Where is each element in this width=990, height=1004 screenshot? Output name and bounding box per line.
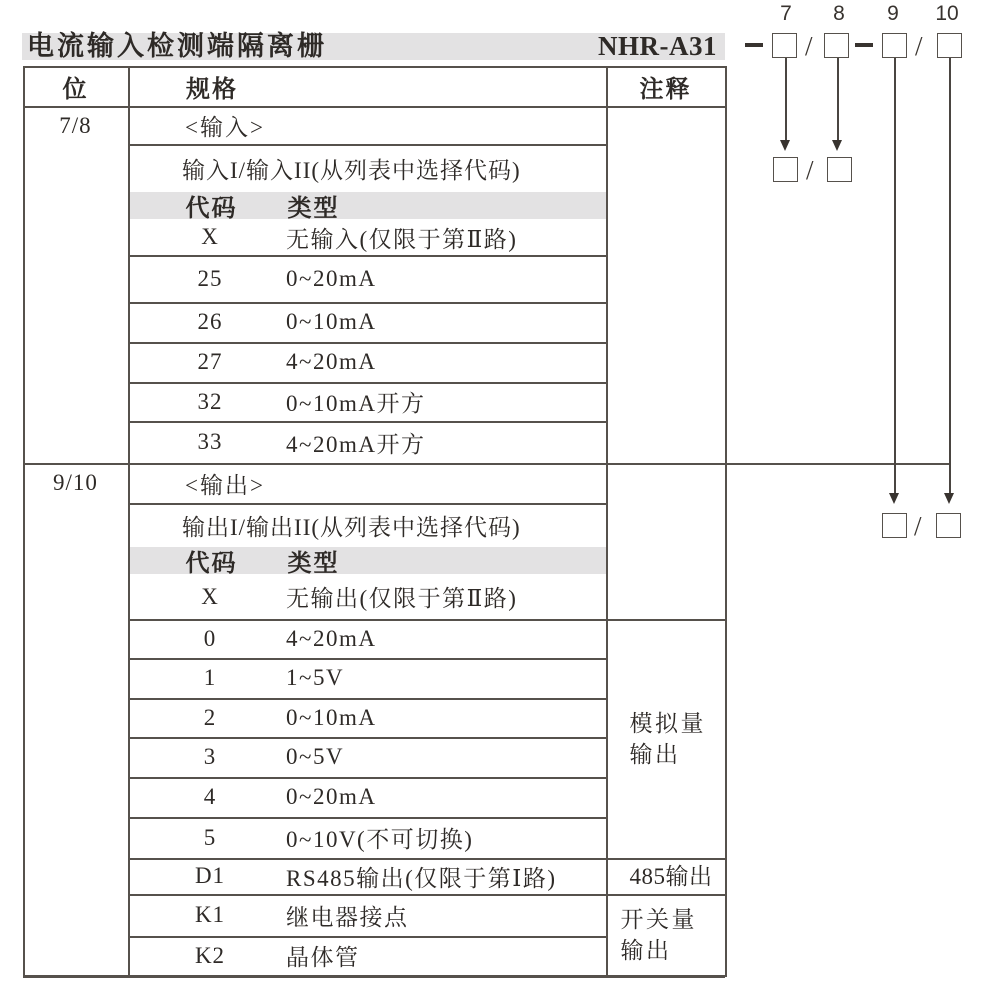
table-row <box>128 777 606 817</box>
row-code: 25 <box>197 265 223 291</box>
row-type: 0~20mA <box>286 265 377 291</box>
column-header-note <box>606 66 725 106</box>
type-column-label: 类型 <box>287 551 340 577</box>
dash-separator <box>745 43 763 47</box>
page-title: 电流输入检测端隔离栅 <box>27 31 327 61</box>
table-border-bottom <box>23 975 725 978</box>
arrowhead-9 <box>889 493 899 504</box>
row-code: X <box>201 583 219 609</box>
dash-separator <box>855 43 873 47</box>
row-code: 1 <box>203 665 217 690</box>
digit-label-9: 9 <box>887 2 899 25</box>
connector-line-10 <box>949 58 951 494</box>
title-bar <box>22 33 725 60</box>
type-column-label: 类型 <box>287 196 340 222</box>
slash-separator: / <box>915 31 923 61</box>
row-type: RS485输出(仅限于第Ⅰ路) <box>286 865 557 891</box>
table-row <box>128 698 606 737</box>
row-type: 0~10mA <box>286 309 377 334</box>
input-code-type-header <box>130 192 606 222</box>
input-code-box-2 <box>827 157 852 182</box>
row-code: 4 <box>203 784 217 809</box>
arrowhead-7 <box>780 140 790 151</box>
row-code: K1 <box>194 902 226 927</box>
row-code: 5 <box>203 824 217 850</box>
output-group-header-row <box>128 463 606 503</box>
order-code-box-9 <box>882 33 907 58</box>
code-column-label: 代码 <box>185 196 238 222</box>
row-code: 3 <box>203 744 217 769</box>
table-row <box>128 574 606 619</box>
order-code-box-8 <box>824 33 849 58</box>
row-type: 4~20mA <box>286 349 377 374</box>
row-type: 4~20mA <box>286 625 377 651</box>
table-row <box>128 619 606 658</box>
note-line: 模拟量 <box>629 711 706 736</box>
row-type: 0~5V <box>286 744 345 769</box>
row-type: 0~20mA <box>286 784 377 809</box>
input-subheader-row <box>128 144 606 192</box>
table-row <box>128 658 606 698</box>
note-line: 开关量 <box>620 907 697 932</box>
column-header-spec-label: 规格 <box>186 76 238 103</box>
connector-line-9 <box>894 58 896 494</box>
table-border-left <box>23 66 25 977</box>
table-row <box>128 894 606 936</box>
table-row <box>128 858 606 894</box>
row-code: X <box>201 224 219 249</box>
table-row <box>128 255 606 302</box>
table-row <box>128 342 606 382</box>
row-code: K2 <box>194 942 226 968</box>
order-code-box-7 <box>772 33 797 58</box>
column-header-note-label: 注释 <box>639 76 692 103</box>
input-subheader: 输入I/输入II(从列表中选择代码) <box>182 157 521 183</box>
note-analog-output <box>608 620 725 858</box>
connector-line-8 <box>837 58 839 141</box>
table-row <box>128 936 606 975</box>
digit-label-7: 7 <box>780 2 792 25</box>
row-code: 27 <box>197 349 223 374</box>
pos-cell-910: 9/10 <box>53 470 98 495</box>
table-border-right <box>725 66 727 977</box>
input-code-box-1 <box>773 157 798 182</box>
slash-separator: / <box>914 511 922 541</box>
row-code: 33 <box>197 429 223 454</box>
digit-label-10: 10 <box>935 2 959 25</box>
note-485-output <box>608 858 725 894</box>
row-type: 4~20mA开方 <box>286 431 426 457</box>
output-code-box-1 <box>882 513 907 538</box>
table-row <box>128 219 606 255</box>
note-line: 输出 <box>620 938 672 963</box>
row-type: 继电器接点 <box>286 904 409 930</box>
row-code: 26 <box>197 309 223 334</box>
row-code: 2 <box>203 704 217 730</box>
row-code: 32 <box>197 388 223 414</box>
output-code-type-header <box>130 547 606 577</box>
row-type: 无输入(仅限于第Ⅱ路) <box>286 226 518 252</box>
note-line: 485输出 <box>629 863 713 889</box>
row-type: 1~5V <box>286 665 345 690</box>
column-header-spec <box>186 66 238 106</box>
code-column-label: 代码 <box>185 551 238 577</box>
output-subheader: 输出I/输出II(从列表中选择代码) <box>182 514 521 540</box>
row-type: 0~10mA <box>286 704 377 730</box>
row-type: 无输出(仅限于第Ⅱ路) <box>286 586 518 611</box>
row-code: 0 <box>203 625 217 651</box>
digit-label-8: 8 <box>833 2 845 25</box>
order-code-box-10 <box>937 33 962 58</box>
row-type: 晶体管 <box>286 945 360 970</box>
pos-cell-78: 7/8 <box>59 112 92 138</box>
input-group-header: <输入> <box>185 114 265 140</box>
row-type: 0~10V(不可切换) <box>286 827 474 852</box>
connector-line-7 <box>785 58 787 141</box>
table-row <box>128 737 606 777</box>
output-subheader-row <box>128 503 606 547</box>
table-row <box>128 302 606 342</box>
model-number: NHR-A31 <box>598 31 717 61</box>
arrowhead-10 <box>944 493 954 504</box>
input-group-header-row <box>128 106 606 144</box>
note-line: 输出 <box>629 742 681 767</box>
table-row <box>128 421 606 463</box>
row-type: 0~10mA开方 <box>286 391 426 416</box>
table-row <box>128 382 606 421</box>
slash-separator: / <box>806 155 814 185</box>
table-row <box>128 817 606 858</box>
row-code: D1 <box>194 863 226 888</box>
column-header-pos-label: 位 <box>62 76 89 103</box>
output-group-header: <输出> <box>185 472 265 498</box>
note-switch-output <box>608 895 725 975</box>
slash-separator: / <box>805 31 813 61</box>
column-header-pos <box>23 66 128 106</box>
arrowhead-8 <box>832 140 842 151</box>
output-code-box-2 <box>936 513 961 538</box>
